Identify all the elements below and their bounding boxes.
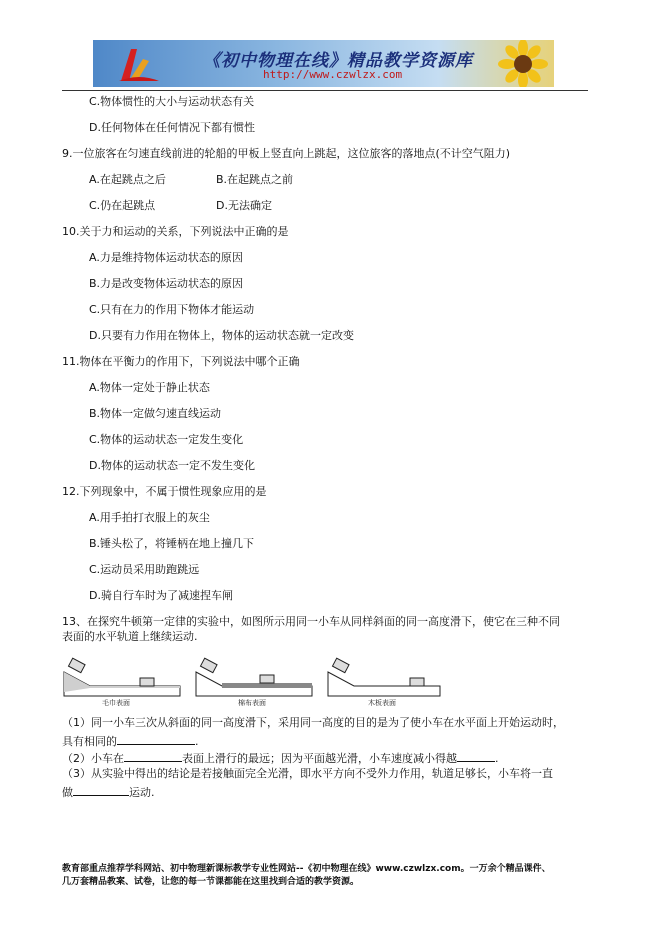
q12-option-d: D.骑自行车时为了减速捏车闸 [89, 589, 233, 602]
q10-option-a: A.力是维持物体运动状态的原因 [89, 251, 243, 264]
figure-label-cotton: 棉布表面 [238, 699, 266, 707]
footer-line-1: 教育部重点推荐学科网站、初中物理新课标教学专业性网站--《初中物理在线》www.czwlzx.com。一万余个精品课件、 [62, 864, 551, 874]
site-logo-icon [115, 45, 163, 85]
experiment-figure [62, 652, 442, 708]
sub1-period: . [195, 735, 199, 748]
towel-surface-diagram [64, 658, 180, 707]
q11-option-c: C.物体的运动状态一定发生变化 [89, 433, 244, 446]
answer-blank-3[interactable] [457, 750, 495, 762]
q9-option-a: A.在起跳点之后 [89, 173, 166, 186]
sub2-period: . [495, 752, 499, 765]
figure-label-towel: 毛巾表面 [102, 699, 130, 707]
sub-question-3-line-1: （3）从实验中得出的结论是若接触面完全光滑，即水平方向不受外力作用，轨道足够长，小车将一直 [62, 767, 553, 780]
sub-question-3-line-2 [62, 784, 155, 800]
q12-option-c: C.运动员采用助跑跳远 [89, 563, 200, 576]
question-9: 9.一位旅客在匀速直线前进的轮船的甲板上竖直向上跳起，这位旅客的落地点(不计空气阻力) [62, 147, 511, 160]
sub-question-1-line-2 [62, 733, 199, 749]
header-rule [62, 90, 588, 91]
site-title: 《初中物理在线》精品教学资源库 [203, 51, 473, 71]
sub3-text-b: 运动. [129, 786, 155, 799]
question-13-line-1: 13、在探究牛顿第一定律的实验中，如图所示用同一小车从同样斜面的同一高度滑下，使它在三种不同 [62, 615, 560, 628]
sunflower-icon [493, 40, 554, 87]
q9-option-c: C.仍在起跳点 [89, 199, 156, 212]
answer-blank-2[interactable] [124, 750, 182, 762]
figure-label-wood: 木板表面 [368, 699, 396, 707]
footer-line-2: 几万套精品教案、试卷，让您的每一节课都能在这里找到合适的教学资源。 [62, 877, 360, 887]
cotton-surface-diagram [196, 658, 312, 707]
answer-blank-4[interactable] [73, 784, 129, 796]
sub-question-2 [62, 750, 499, 766]
q12-option-b: B.锤头松了，将锤柄在地上撞几下 [89, 537, 255, 550]
q8-option-d: D.任何物体在任何情况下都有惯性 [89, 121, 255, 134]
q11-option-d: D.物体的运动状态一定不发生变化 [89, 459, 255, 472]
question-11: 11.物体在平衡力的作用下，下列说法中哪个正确 [62, 355, 300, 368]
q12-option-a: A.用手拍打衣服上的灰尘 [89, 511, 210, 524]
site-url[interactable]: http://www.czwlzx.com [263, 68, 403, 81]
q9-option-b: B.在起跳点之前 [216, 173, 294, 186]
wood-surface-diagram [328, 658, 440, 707]
answer-blank-1[interactable] [117, 733, 195, 745]
sub1-text: 具有相同的 [62, 735, 117, 748]
sub-question-1-line-1: （1）同一小车三次从斜面的同一高度滑下，采用同一高度的目的是为了使小车在水平面上开始运动时， [62, 716, 564, 729]
q8-option-c: C.物体惯性的大小与运动状态有关 [89, 95, 255, 108]
q10-option-c: C.只有在力的作用下物体才能运动 [89, 303, 255, 316]
q10-option-b: B.力是改变物体运动状态的原因 [89, 277, 244, 290]
question-10: 10.关于力和运动的关系，下列说法中正确的是 [62, 225, 289, 238]
question-13-line-2: 表面的水平轨道上继续运动. [62, 630, 198, 643]
q10-option-d: D.只要有力作用在物体上，物体的运动状态就一定改变 [89, 329, 354, 342]
question-12: 12.下列现象中，不属于惯性现象应用的是 [62, 485, 267, 498]
sub2-text-a: （2）小车在 [62, 752, 124, 765]
q11-option-b: B.物体一定做匀速直线运动 [89, 407, 222, 420]
q9-option-d: D.无法确定 [216, 199, 272, 212]
sub3-text-a: 做 [62, 786, 73, 799]
q11-option-a: A.物体一定处于静止状态 [89, 381, 210, 394]
sub2-text-b: 表面上滑行的最远；因为平面越光滑，小车速度减小得越 [182, 752, 457, 765]
header-banner [93, 40, 554, 87]
